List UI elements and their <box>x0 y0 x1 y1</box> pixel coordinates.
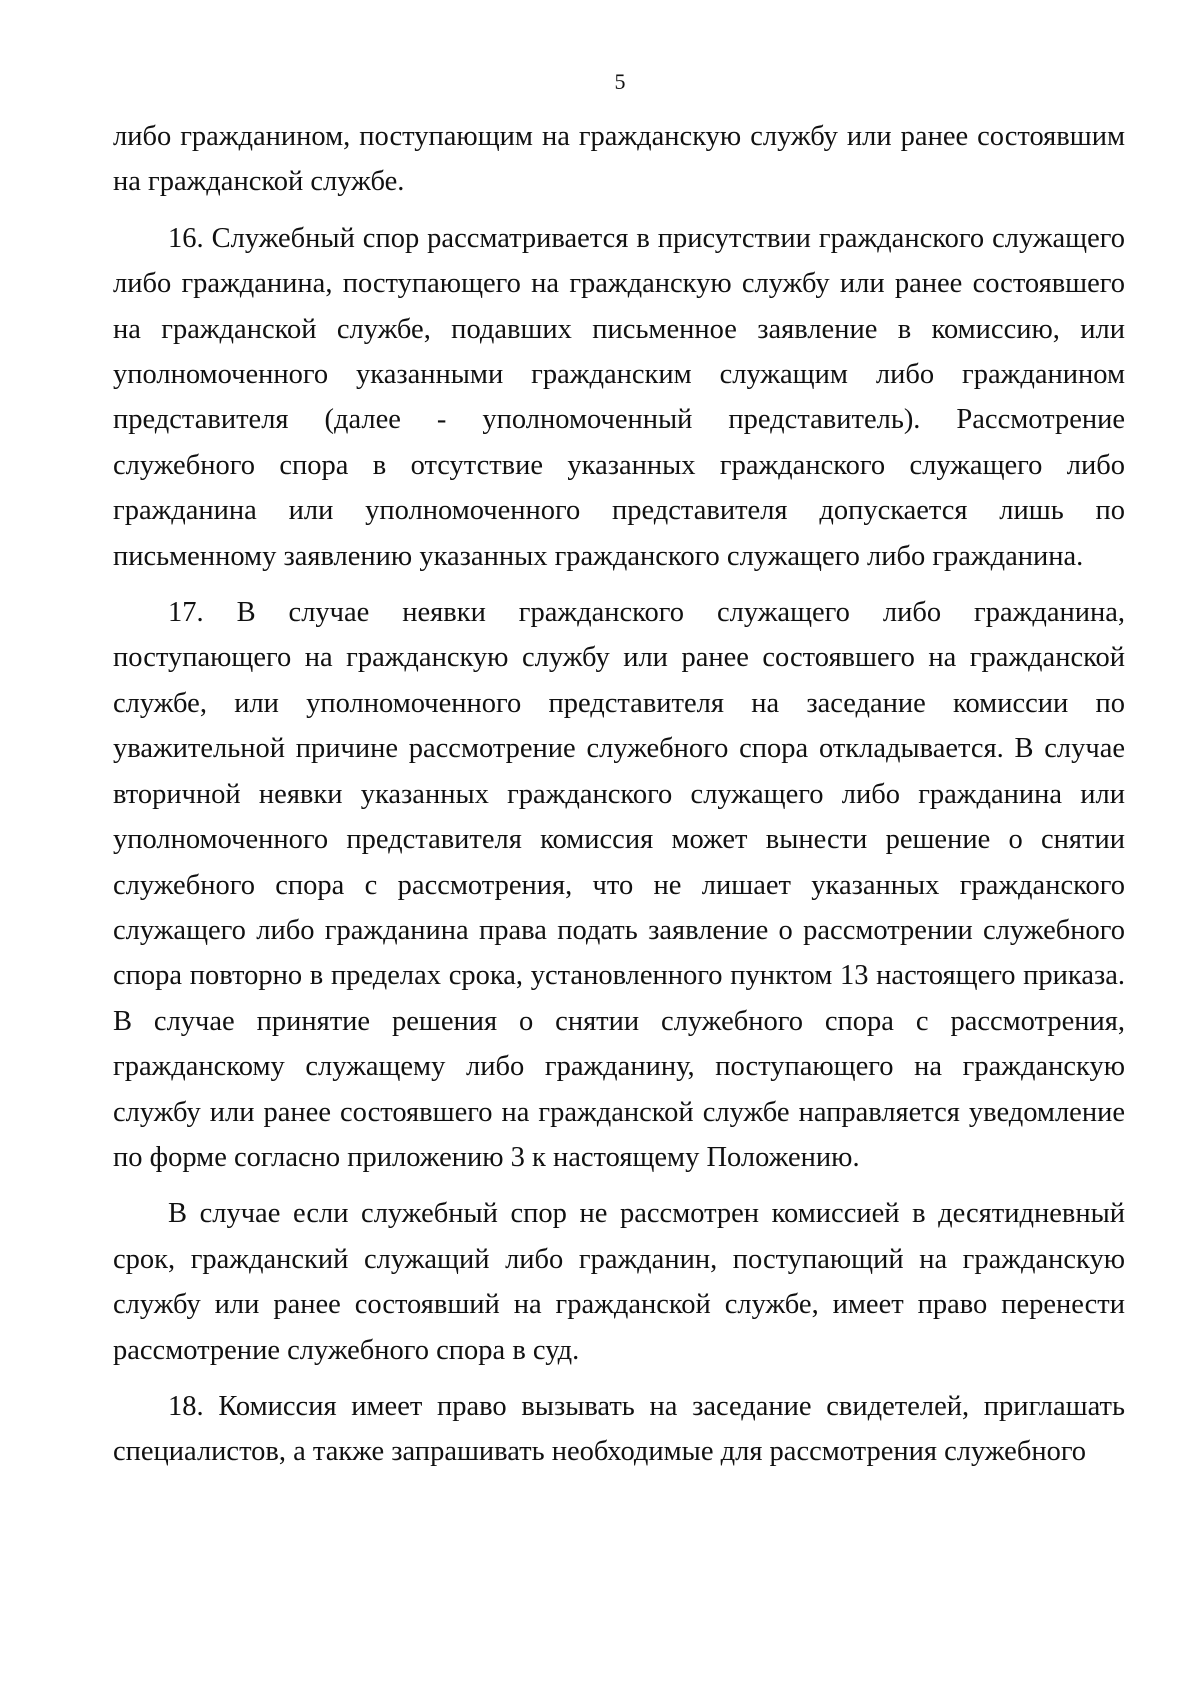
paragraph-continuation: либо гражданином, поступающим на гражданскую службу или ранее состоявшим на гражданской службе. <box>113 121 1125 198</box>
page-number: 5 <box>614 69 626 94</box>
document-body <box>113 114 1125 1475</box>
paragraph-16: 16. Служебный спор рассматривается в присутствии гражданского служащего либо гражданина, поступающего на гражданскую службу или ранее состоявшего на гражданской службе, подавших письменное заявление в комиссию, или уполномоченного указанными гражданским служащим либо гражданином представителя (далее - уполномоченный представитель). Рассмотрение служебного спора в отсутствие указанных гражданского служащего либо гражданина или уполномоченного представителя допускается лишь по письменному заявлению указанных гражданского служащего либо гражданина. <box>113 222 1125 572</box>
paragraph-17: 17. В случае неявки гражданского служащего либо гражданина, поступающего на гражданскую службу или ранее состоявшего на гражданской службе, или уполномоченного представителя на заседание комиссии по уважительной причине рассмотрение служебного спора откладывается. В случае вторичной неявки указанных гражданского служащего либо гражданина или уполномоченного представителя комиссия может вынести решение о снятии служебного спора с рассмотрения, что не лишает указанных гражданского служащего либо гражданина права подать заявление о рассмотрении служебного спора повторно в пределах срока, установленного пунктом 13 настоящего приказа. В случае принятие решения о снятии служебного спора с рассмотрения, гражданскому служащему либо гражданину, поступающего на гражданскую службу или ранее состоявшего на гражданской службе направляется уведомление по форме согласно приложению 3 к настоящему Положению. <box>113 597 1125 1173</box>
paragraph-18: 18. Комиссия имеет право вызывать на заседание свидетелей, приглашать специалистов, а также запрашивать необходимые для рассмотрения служебного <box>113 1390 1125 1468</box>
paragraph-17-continuation: В случае если служебный спор не рассмотрен комиссией в десятидневный срок, гражданский служащий либо гражданин, поступающий на гражданскую службу или ранее состоявший на гражданской службе, имеет право перенести рассмотрение служебного спора в суд. <box>113 1198 1125 1366</box>
